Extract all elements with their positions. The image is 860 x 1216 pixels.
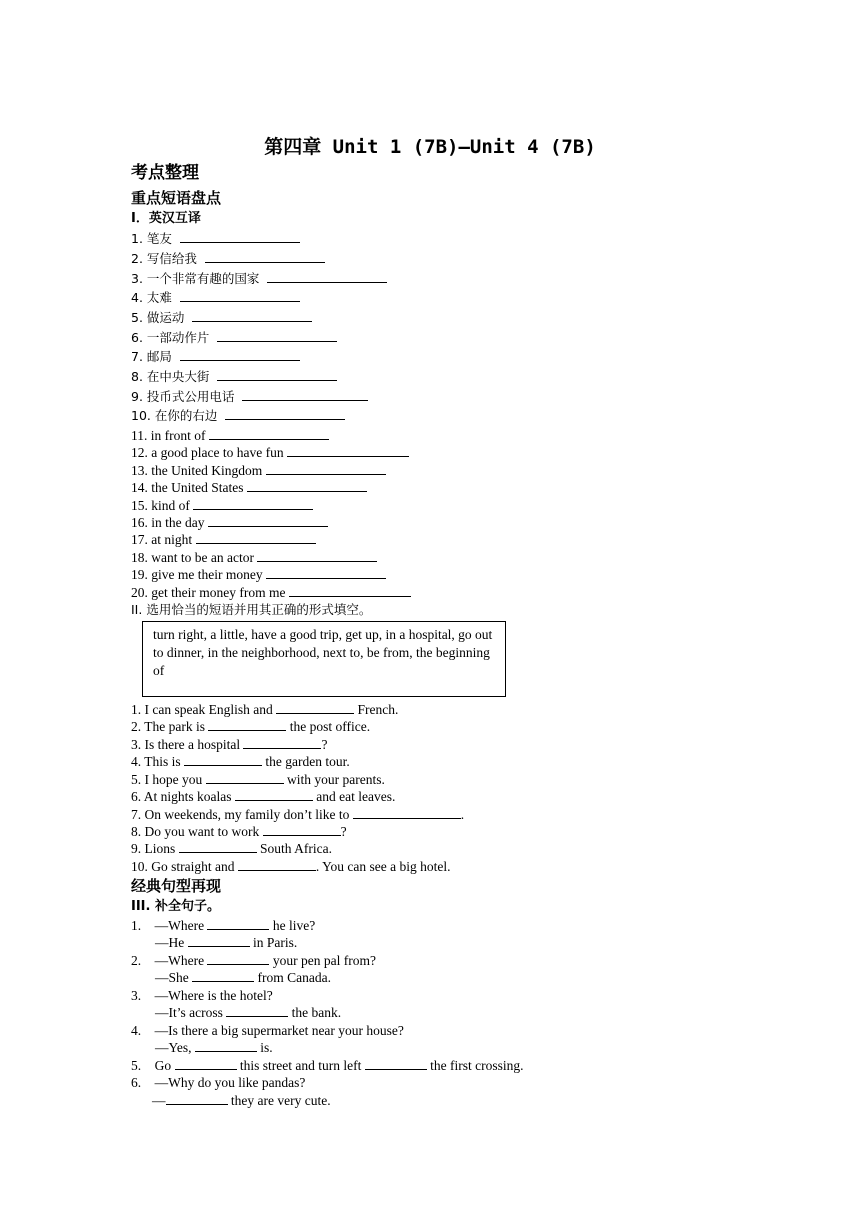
part1-item-9: 9. 投币式公用电话 (131, 388, 368, 405)
part3-item-4a: 4. —Is there a big supermarket near your house? (131, 1023, 404, 1038)
part3-item-1b: —He in Paris. (155, 935, 298, 950)
part2-item-4: 4. This is the garden tour. (131, 754, 350, 769)
part2-item-2: 2. The park is the post office. (131, 719, 371, 734)
part1-item-16: 16. in the day (131, 514, 328, 531)
part2-heading: II. 选用恰当的短语并用其正确的形式填空。 (131, 602, 372, 617)
part1-item-10: 10. 在你的右边 (131, 407, 345, 424)
part3-item-1a: 1. —Where he live? (131, 918, 316, 933)
section-heading-phrases: 重点短语盘点 (131, 189, 222, 207)
part3-item-2a: 2. —Where your pen pal from? (131, 953, 376, 968)
part1-item-4: 4. 太难 (131, 289, 300, 306)
word-bank-box (142, 621, 506, 697)
part1-item-8: 8. 在中央大街 (131, 368, 337, 385)
part3-item-3a: 3. —Where is the hotel? (131, 988, 273, 1003)
part1-item-15: 15. kind of (131, 497, 313, 514)
part3-heading: III. 补全句子。 (131, 899, 220, 914)
part1-item-13: 13. the United Kingdom (131, 462, 386, 479)
part2-item-1: 1. I can speak English and French. (131, 702, 399, 717)
part2-item-3: 3. Is there a hospital ? (131, 737, 328, 752)
part1-heading: I．英汉互译 (131, 211, 201, 226)
word-bank-text: turn right, a little, have a good trip, get up, in a hospital, go out to dinner, in the neighborhood, next to, be from, the beginning of (153, 627, 493, 678)
part1-item-6: 6. 一部动作片 (131, 329, 337, 346)
part2-item-9: 9. Lions South Africa. (131, 841, 333, 856)
part2-item-7: 7. On weekends, my family don’t like to . (131, 807, 465, 822)
part1-item-19: 19. give me their money (131, 566, 386, 583)
part1-item-3: 3. 一个非常有趣的国家 (131, 270, 387, 287)
part1-item-14: 14. the United States (131, 479, 367, 496)
part3-item-4b: —Yes, is. (155, 1040, 273, 1055)
part1-item-18: 18. want to be an actor (131, 549, 377, 566)
part3-item-6b: — they are very cute. (152, 1093, 331, 1108)
part2-item-5: 5. I hope you with your parents. (131, 772, 385, 787)
section-heading-main: 考点整理 (131, 163, 199, 183)
part3-item-6a: 6. —Why do you like pandas? (131, 1075, 306, 1090)
part2-item-10: 10. Go straight and . You can see a big hotel. (131, 859, 451, 874)
part1-item-7: 7. 邮局 (131, 348, 300, 365)
part2-item-6: 6. At nights koalas and eat leaves. (131, 789, 396, 804)
section-heading-sentences: 经典句型再现 (131, 877, 222, 895)
part2-item-8: 8. Do you want to work ? (131, 824, 347, 839)
part1-item-20: 20. get their money from me (131, 584, 411, 601)
part1-item-2: 2. 写信给我 (131, 250, 325, 267)
part1-item-12: 12. a good place to have fun (131, 444, 409, 461)
part1-item-1: 1. 笔友 (131, 230, 300, 247)
part3-item-2b: —She from Canada. (155, 970, 331, 985)
part3-item-5: 5. Go this street and turn left the first crossing. (131, 1058, 524, 1073)
part1-item-5: 5. 做运动 (131, 309, 312, 326)
page-title: 第四章 Unit 1 (7B)—Unit 4 (7B) (264, 136, 596, 158)
part1-item-17: 17. at night (131, 531, 316, 548)
part1-item-11: 11. in front of (131, 427, 329, 444)
part3-item-3b: —It’s across the bank. (155, 1005, 342, 1020)
